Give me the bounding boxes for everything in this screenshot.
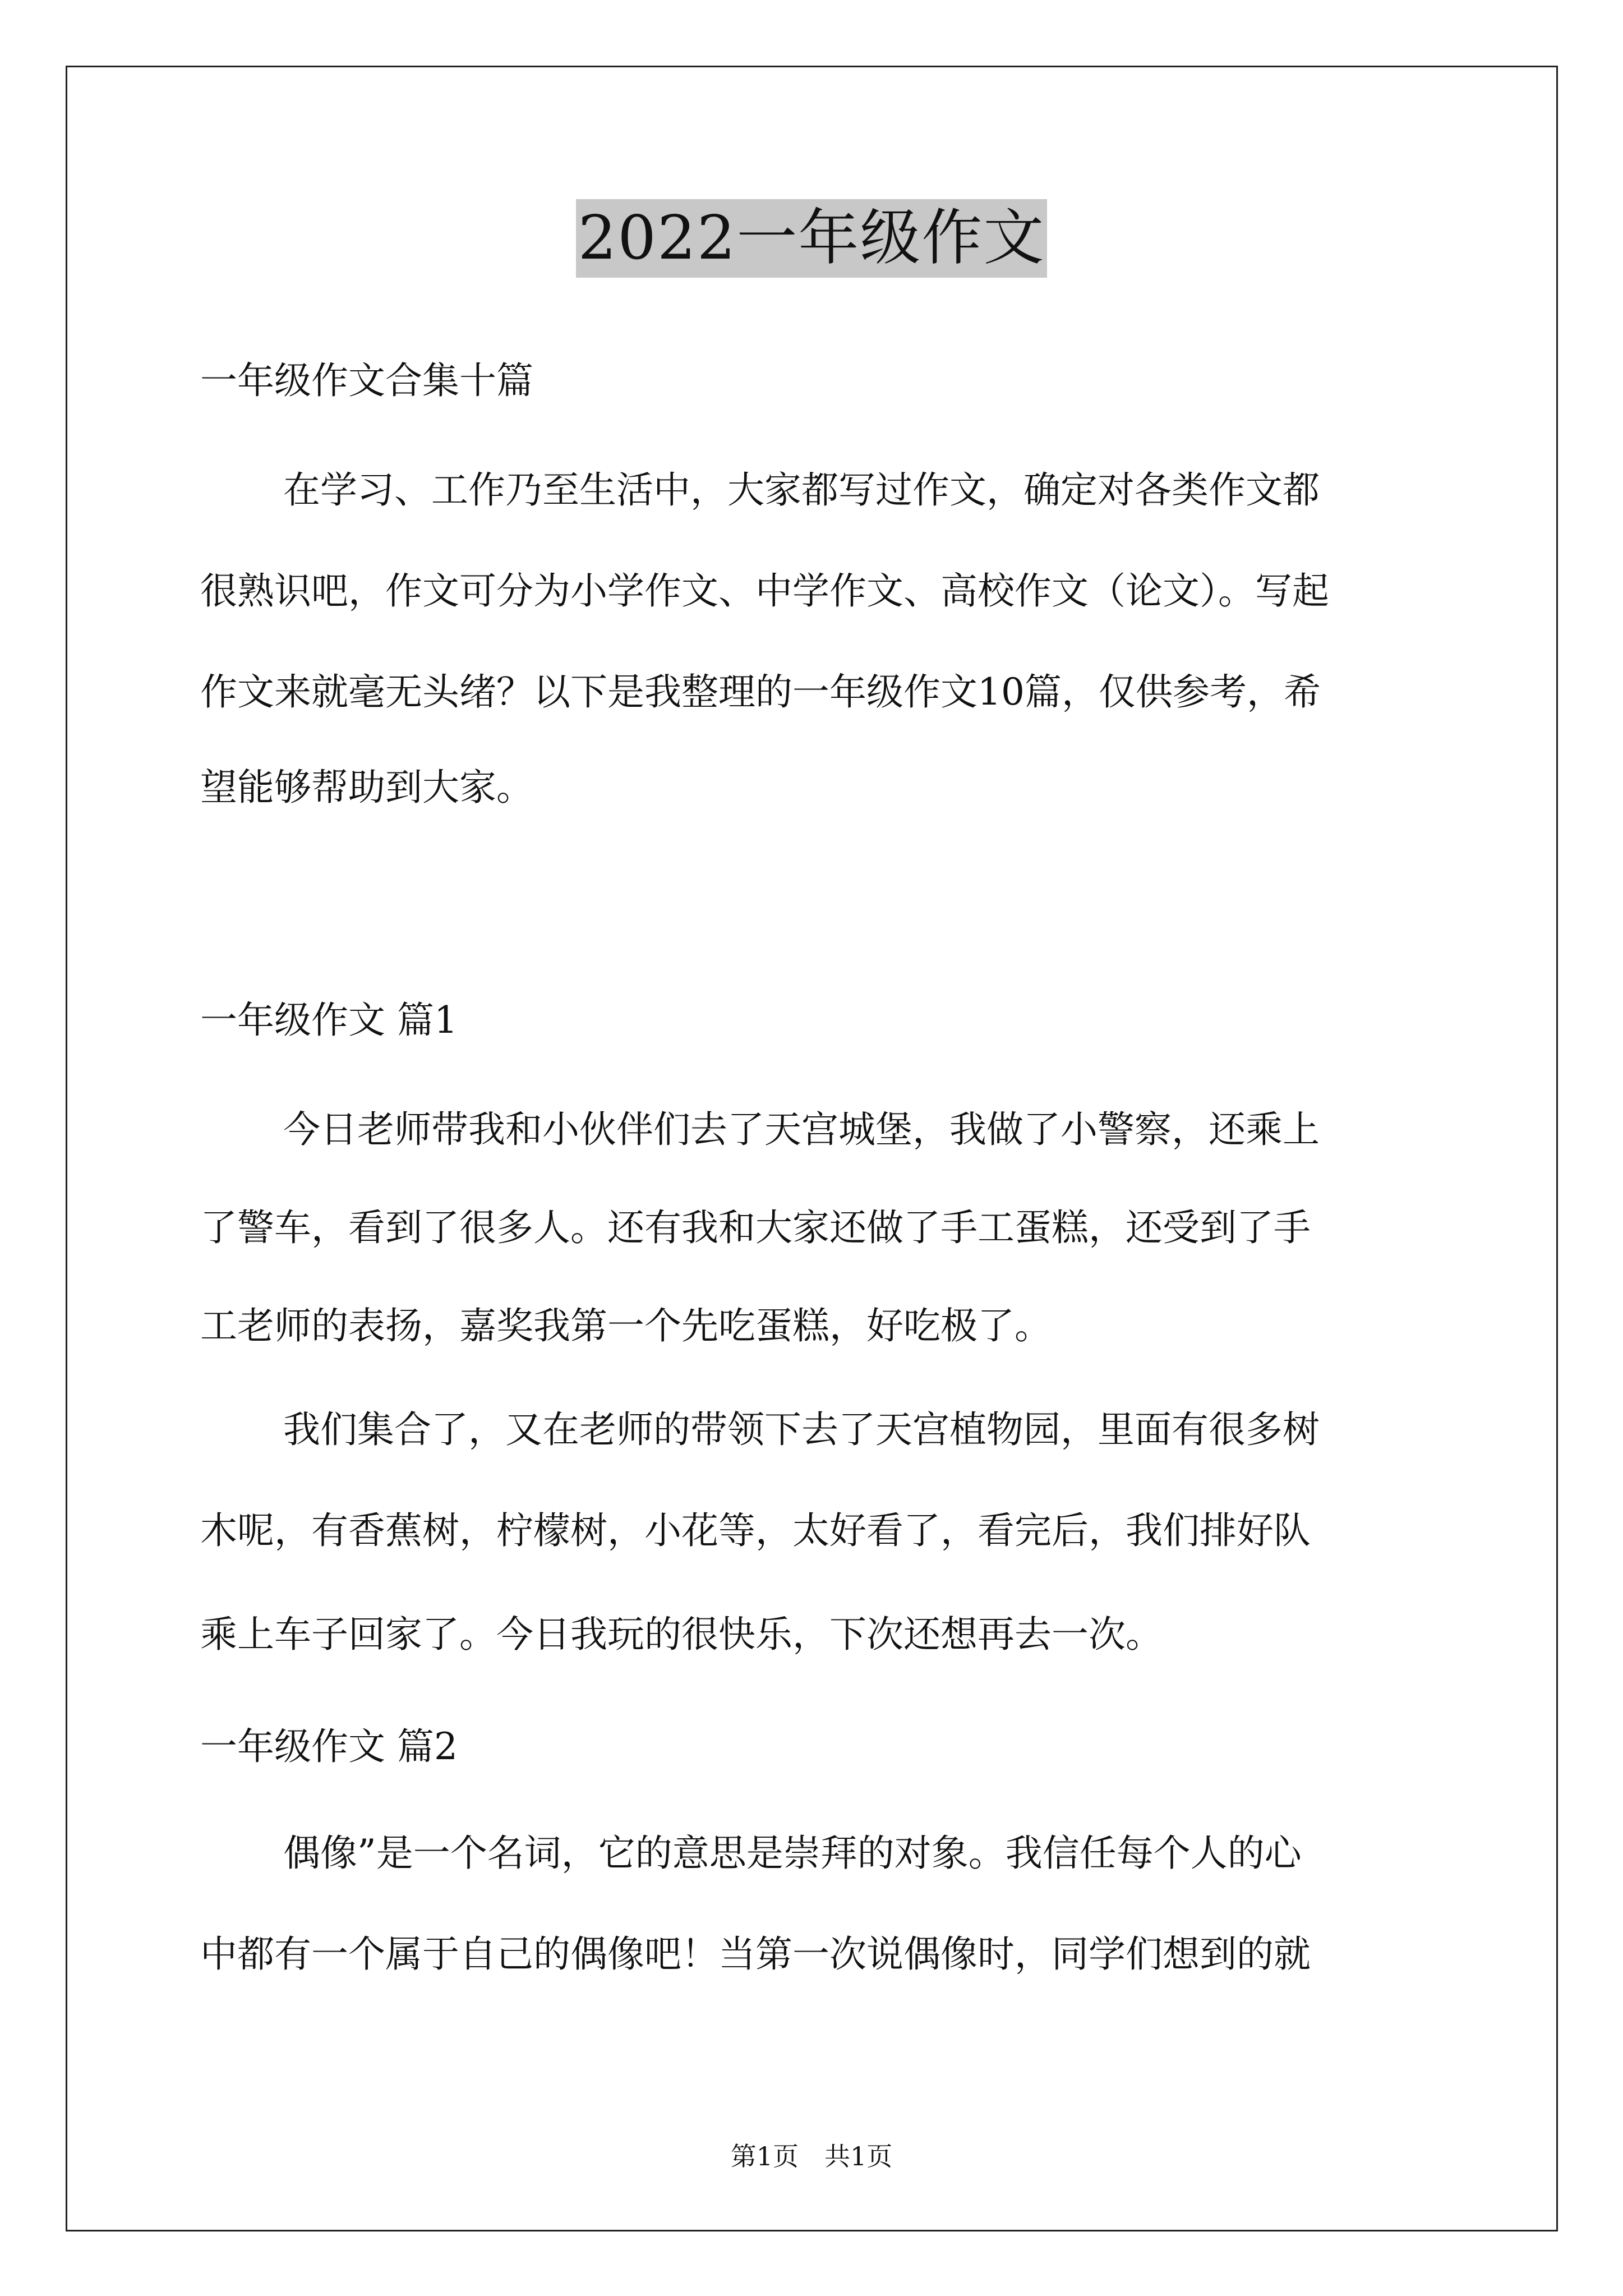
section-heading: 一年级作文 篇1 <box>200 999 458 1042</box>
paragraph-line: 木呢，有香蕉树，柠檬树，小花等，太好看了，看完后，我们排好队 <box>200 1509 1311 1552</box>
paragraph-line: 中都有一个属于自己的偶像吧！当第一次说偶像时，同学们想到的就 <box>200 1932 1311 1976</box>
intro-line: 作文来就毫无头绪？以下是我整理的一年级作文10篇，仅供参考，希 <box>200 670 1321 714</box>
document-title: 2022一年级作文 <box>576 199 1048 278</box>
paragraph-line: 了警车，看到了很多人。还有我和大家还做了手工蛋糕，还受到了手 <box>200 1206 1311 1249</box>
subtitle: 一年级作文合集十篇 <box>200 359 533 402</box>
paragraph-line: 今日老师带我和小伙伴们去了天宫城堡，我做了小警察，还乘上 <box>283 1108 1320 1151</box>
intro-line: 在学习、工作乃至生活中，大家都写过作文，确定对各类作文都 <box>283 468 1320 512</box>
intro-line: 望能够帮助到大家。 <box>200 766 533 809</box>
section-heading: 一年级作文 篇2 <box>200 1725 458 1768</box>
paragraph-line: 工老师的表扬，嘉奖我第一个先吃蛋糕，好吃极了。 <box>200 1304 1052 1347</box>
paragraph-line: 偶像”是一个名词，它的意思是崇拜的对象。我信任每个人的心 <box>283 1832 1302 1875</box>
page-footer: 第1页 共1页 <box>730 2141 893 2171</box>
paragraph-line: 我们集合了，又在老师的带领下去了天宫植物园，里面有很多树 <box>283 1408 1320 1451</box>
intro-line: 很熟识吧，作文可分为小学作文、中学作文、高校作文（论文）。写起 <box>200 569 1329 613</box>
paragraph-line: 乘上车子回家了。今日我玩的很快乐，下次还想再去一次。 <box>200 1613 1163 1656</box>
